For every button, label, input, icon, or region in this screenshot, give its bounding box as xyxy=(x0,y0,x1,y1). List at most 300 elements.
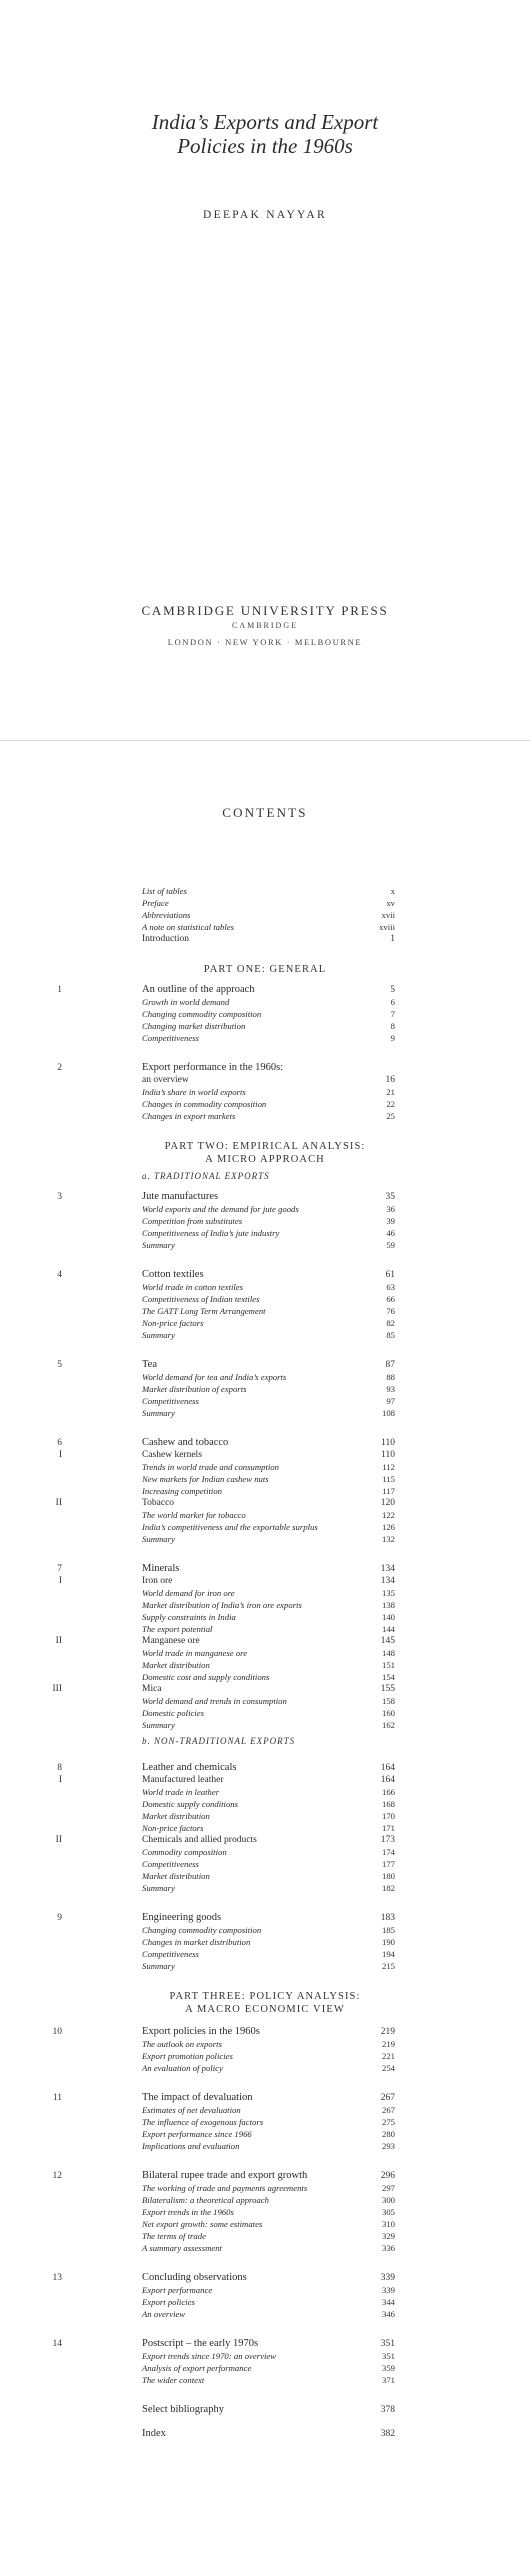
subsection-row xyxy=(0,2218,530,2230)
entry-page: 148 xyxy=(381,1648,395,1658)
part-two-heading-line-2: A MICRO APPROACH xyxy=(205,1154,325,1165)
part-two-heading xyxy=(0,1140,530,1166)
subsection-row xyxy=(0,2284,530,2296)
chapter-row xyxy=(0,1912,530,1924)
entry-page: 359 xyxy=(381,2363,395,2373)
entry-title: Analysis of export performance xyxy=(142,2363,252,2373)
subsection-row xyxy=(0,2038,530,2050)
entry-title: Implications and evaluation xyxy=(142,2141,240,2151)
entry-number: 9 xyxy=(57,1913,62,1923)
entry-page: 138 xyxy=(381,1600,395,1610)
subsection-row xyxy=(0,1329,530,1341)
entry-title: Bilateralism: a theoretical approach xyxy=(142,2195,269,2205)
entry-number: 5 xyxy=(57,1360,62,1370)
entry-page: 215 xyxy=(381,1961,395,1971)
subsection-row xyxy=(0,1611,530,1623)
entry-page: 166 xyxy=(381,1787,395,1797)
subsection-row xyxy=(0,2374,530,2386)
entry-page: 168 xyxy=(381,1799,395,1809)
subsection-row xyxy=(0,996,530,1008)
subsection-row xyxy=(0,2296,530,2308)
entry-page: 8 xyxy=(390,1021,395,1031)
entry-title: Export performance xyxy=(142,2285,213,2295)
subsection-row xyxy=(0,2350,530,2362)
entry-title: The outlook on exports xyxy=(142,2039,222,2049)
entry-title: Changing commodity composition xyxy=(142,1925,262,1935)
entry-title: Cashew and tobacco xyxy=(142,1437,229,1448)
entry-page: 1 xyxy=(390,934,395,944)
entry-page: 190 xyxy=(381,1937,395,1947)
entry-page: 339 xyxy=(380,2273,395,2283)
entry-page: 305 xyxy=(381,2207,395,2217)
front-matter-row xyxy=(0,909,530,921)
chapter-row xyxy=(0,1563,530,1575)
entry-title: Manganese ore xyxy=(142,1636,200,1646)
entry-page: 378 xyxy=(380,2405,395,2415)
entry-title: Summary xyxy=(142,1330,175,1340)
entry-page: 120 xyxy=(380,1498,395,1508)
entry-title: Introduction xyxy=(142,934,189,944)
entry-page: 22 xyxy=(386,1099,395,1109)
chapter-row xyxy=(0,2170,530,2182)
subsection-row xyxy=(0,2230,530,2242)
chapter-row xyxy=(0,984,530,996)
subsection-row xyxy=(0,1822,530,1834)
entry-title: Jute manufactures xyxy=(142,1191,219,1202)
entry-page: 132 xyxy=(381,1534,395,1544)
subsection-row xyxy=(0,1098,530,1110)
spacer xyxy=(0,2320,530,2338)
entry-title: Market distribution xyxy=(142,1871,210,1881)
entry-title: The wider context xyxy=(142,2375,205,2385)
entry-title: Abbreviations xyxy=(142,910,191,920)
entry-title: Domestic supply conditions xyxy=(142,1799,239,1809)
subsection-row xyxy=(0,1647,530,1659)
back-matter-row xyxy=(0,2428,530,2440)
entry-page: 297 xyxy=(381,2183,395,2193)
entry-title: The export potential xyxy=(142,1624,213,1634)
entry-title: Supply constraints in India xyxy=(142,1612,236,1622)
entry-title: India’s competitiveness and the exportable surplus xyxy=(142,1522,318,1532)
front-matter-row xyxy=(0,885,530,897)
chapter-row xyxy=(0,1191,530,1203)
entry-number: 3 xyxy=(57,1192,62,1202)
entry-page: 39 xyxy=(386,1216,395,1226)
subsection-row xyxy=(0,1203,530,1215)
entry-page: 115 xyxy=(382,1474,395,1484)
subsection-row xyxy=(0,1870,530,1882)
entry-page: 155 xyxy=(380,1684,395,1694)
entry-title: World demand for tea and India’s exports xyxy=(142,1372,287,1382)
subsection-row xyxy=(0,1786,530,1798)
entry-title: An outline of the approach xyxy=(142,984,255,995)
entry-title: Competitiveness xyxy=(142,1949,199,1959)
entry-page: 87 xyxy=(385,1360,395,1370)
group-non-traditional-exports-label: b. NON-TRADITIONAL EXPORTS xyxy=(142,1736,296,1746)
entry-title: Export policies xyxy=(142,2297,195,2307)
entry-title: Domestic policies xyxy=(142,1708,205,1718)
book-title xyxy=(0,110,530,158)
entry-number: 2 xyxy=(57,1063,62,1073)
entry-title: Export performance since 1966 xyxy=(142,2129,252,2139)
entry-page: 135 xyxy=(381,1588,395,1598)
chapter-row xyxy=(0,2092,530,2104)
entry-page: 61 xyxy=(385,1270,395,1280)
subsection-row xyxy=(0,1281,530,1293)
book-title-line-1: India’s Exports and Export xyxy=(151,110,379,134)
entry-title: Bilateral rupee trade and export growth xyxy=(142,2170,308,2181)
entry-page: 185 xyxy=(381,1925,395,1935)
subsection-row xyxy=(0,1371,530,1383)
entry-page: 108 xyxy=(381,1408,395,1418)
subsection-row xyxy=(0,1461,530,1473)
front-matter-row xyxy=(0,921,530,933)
part-one-heading-line-1: PART ONE: GENERAL xyxy=(203,964,327,975)
entry-title: Commodity composition xyxy=(142,1847,227,1857)
entry-page: 346 xyxy=(381,2309,395,2319)
entry-number: I xyxy=(58,1775,62,1785)
subsection-row xyxy=(0,1858,530,1870)
chapter-row xyxy=(0,1437,530,1449)
entry-title: Summary xyxy=(142,1720,175,1730)
subsection-row xyxy=(0,1599,530,1611)
entry-page: 97 xyxy=(386,1396,395,1406)
subsection-row xyxy=(0,2242,530,2254)
entry-title: Preface xyxy=(142,898,169,908)
subsection-row xyxy=(0,1227,530,1239)
entry-number: I xyxy=(58,1576,62,1586)
spacer xyxy=(0,1044,530,1062)
subsection-row xyxy=(0,1695,530,1707)
subsection-row xyxy=(0,1509,530,1521)
part-two-heading-line-1: PART TWO: EMPIRICAL ANALYSIS: xyxy=(164,1141,366,1152)
entry-title: Export trends since 1970: an overview xyxy=(142,2351,277,2361)
entry-title: Net export growth: some estimates xyxy=(142,2219,263,2229)
subsection-row xyxy=(0,1032,530,1044)
entry-page: xviii xyxy=(379,922,395,932)
entry-page: 6 xyxy=(390,997,395,1007)
spacer xyxy=(0,1748,530,1762)
subsection-row xyxy=(0,2116,530,2128)
entry-title: Summary xyxy=(142,1534,175,1544)
entry-title: Minerals xyxy=(142,1563,180,1574)
entry-title: Manufactured leather xyxy=(142,1775,224,1785)
entry-page: 180 xyxy=(381,1871,395,1881)
subsection-row xyxy=(0,1485,530,1497)
entry-number: 4 xyxy=(57,1270,62,1280)
entry-page: 25 xyxy=(386,1111,395,1121)
section-row xyxy=(0,1497,530,1509)
entry-title: Leather and chemicals xyxy=(142,1762,237,1773)
entry-page: 63 xyxy=(386,1282,395,1292)
entry-title: Tobacco xyxy=(142,1498,175,1508)
entry-title: The impact of devaluation xyxy=(142,2092,253,2103)
entry-page: 293 xyxy=(381,2141,395,2151)
entry-page: xv xyxy=(386,898,395,908)
subsection-row xyxy=(0,1936,530,1948)
part-three-heading-line-2: A MACRO ECONOMIC VIEW xyxy=(185,2004,345,2015)
publisher-city: CAMBRIDGE xyxy=(231,621,298,630)
entry-page: 344 xyxy=(381,2297,395,2307)
entry-page: 66 xyxy=(386,1294,395,1304)
entry-page: 170 xyxy=(381,1811,395,1821)
subsection-row xyxy=(0,1305,530,1317)
subsection-row xyxy=(0,2194,530,2206)
entry-title: Increasing competition xyxy=(142,1486,223,1496)
entry-page: 36 xyxy=(386,1204,395,1214)
entry-page: 35 xyxy=(385,1192,395,1202)
section-row xyxy=(0,1774,530,1786)
entry-page: 110 xyxy=(381,1438,395,1448)
page-divider xyxy=(0,740,530,741)
entry-page: 7 xyxy=(390,1009,395,1019)
group-traditional-exports xyxy=(0,1170,530,1183)
subsection-row xyxy=(0,2308,530,2320)
chapter-row-continued xyxy=(0,1074,530,1086)
entry-title: Market distribution xyxy=(142,1660,210,1670)
subsection-row xyxy=(0,1383,530,1395)
subsection-row xyxy=(0,1798,530,1810)
entry-number: II xyxy=(55,1636,62,1646)
entry-title: A note on statistical tables xyxy=(142,922,235,932)
chapter-row xyxy=(0,1359,530,1371)
entry-number: 8 xyxy=(57,1763,62,1773)
chapter-row xyxy=(0,2026,530,2038)
entry-page: 171 xyxy=(381,1823,395,1833)
entry-page: 9 xyxy=(390,1033,395,1043)
entry-page: 310 xyxy=(381,2219,395,2229)
subsection-row xyxy=(0,1533,530,1545)
entry-title: Growth in world demand xyxy=(142,997,230,1007)
entry-title: World demand and trends in consumption xyxy=(142,1696,287,1706)
section-row xyxy=(0,1449,530,1461)
subsection-row xyxy=(0,1671,530,1683)
subsection-row xyxy=(0,1960,530,1972)
entry-title: Iron ore xyxy=(142,1576,173,1586)
entry-page: 117 xyxy=(382,1486,395,1496)
entry-title: Competitiveness of India’s jute industry xyxy=(142,1228,280,1238)
entry-title: Changes in export markets xyxy=(142,1111,236,1121)
entry-page: 145 xyxy=(380,1636,395,1646)
entry-title: Changes in market distribution xyxy=(142,1937,251,1947)
entry-page: 336 xyxy=(381,2243,395,2253)
entry-number: II xyxy=(55,1498,62,1508)
entry-page: 112 xyxy=(382,1462,395,1472)
entry-page: 88 xyxy=(386,1372,395,1382)
entry-title: List of tables xyxy=(142,886,187,896)
entry-title: Summary xyxy=(142,1961,175,1971)
entry-title: Summary xyxy=(142,1883,175,1893)
chapter-row xyxy=(0,2272,530,2284)
entry-title: Non-price factors xyxy=(142,1823,204,1833)
entry-page: 219 xyxy=(380,2027,395,2037)
entry-page: 151 xyxy=(381,1660,395,1670)
entry-page: 371 xyxy=(381,2375,395,2385)
entry-page: 296 xyxy=(380,2171,395,2181)
entry-title: Competition from substitutes xyxy=(142,1216,243,1226)
entry-page: 219 xyxy=(381,2039,395,2049)
chapter-row xyxy=(0,1269,530,1281)
spacer xyxy=(0,1419,530,1437)
section-row xyxy=(0,1683,530,1695)
subsection-row xyxy=(0,1293,530,1305)
spacer xyxy=(0,2440,530,2452)
entry-title: Market distribution xyxy=(142,1811,210,1821)
spacer xyxy=(0,1183,530,1191)
entry-page: 173 xyxy=(380,1835,395,1845)
entry-page: 300 xyxy=(381,2195,395,2205)
subsection-row xyxy=(0,2104,530,2116)
entry-title: Market distribution of exports xyxy=(142,1384,247,1394)
entry-page: 122 xyxy=(381,1510,395,1520)
book-author: DEEPAK NAYYAR xyxy=(203,209,327,221)
group-traditional-exports-label: a. TRADITIONAL EXPORTS xyxy=(142,1171,270,1181)
spacer xyxy=(0,2152,530,2170)
spacer xyxy=(0,1545,530,1563)
subsection-row xyxy=(0,1882,530,1894)
entry-page: 254 xyxy=(381,2063,395,2073)
entry-title: Competitiveness xyxy=(142,1859,199,1869)
entry-title: Tea xyxy=(142,1359,158,1370)
entry-page: 194 xyxy=(381,1949,395,1959)
entry-page: 160 xyxy=(381,1708,395,1718)
subsection-row xyxy=(0,1020,530,1032)
entry-page: 5 xyxy=(390,985,395,995)
subsection-row xyxy=(0,1239,530,1251)
entry-title: Chemicals and allied products xyxy=(142,1835,257,1845)
entry-page: 351 xyxy=(380,2339,395,2349)
entry-page: 339 xyxy=(381,2285,395,2295)
entry-page: 21 xyxy=(386,1087,395,1097)
entry-page: 164 xyxy=(380,1775,395,1785)
part-three-heading-line-1: PART THREE: POLICY ANALYSIS: xyxy=(169,1991,361,2002)
entry-page: 329 xyxy=(381,2231,395,2241)
entry-title: Changes in commodity composition xyxy=(142,1099,267,1109)
entry-page: 275 xyxy=(381,2117,395,2127)
entry-title: An evaluation of policy xyxy=(142,2063,223,2073)
subsection-row xyxy=(0,1659,530,1671)
subsection-row xyxy=(0,2062,530,2074)
subsection-row xyxy=(0,2128,530,2140)
subsection-row xyxy=(0,1110,530,1122)
contents-page xyxy=(0,745,530,2560)
table-of-contents xyxy=(0,885,530,2452)
subsection-row xyxy=(0,1587,530,1599)
spacer xyxy=(0,1122,530,1140)
entry-number: 10 xyxy=(52,2027,62,2037)
entry-page: 221 xyxy=(381,2051,395,2061)
subsection-row xyxy=(0,1707,530,1719)
subsection-row xyxy=(0,1810,530,1822)
entry-title: Competitiveness xyxy=(142,1396,199,1406)
entry-page: 162 xyxy=(381,1720,395,1730)
subsection-row xyxy=(0,2050,530,2062)
entry-number: 14 xyxy=(52,2339,62,2349)
entry-title: Non-price factors xyxy=(142,1318,204,1328)
subsection-row xyxy=(0,1407,530,1419)
entry-page: 16 xyxy=(385,1075,395,1085)
entry-title: Changing market distribution xyxy=(142,1021,246,1031)
entry-page: 382 xyxy=(380,2429,395,2439)
entry-title: World trade in leather xyxy=(142,1787,220,1797)
spacer xyxy=(0,2254,530,2272)
entry-page: 46 xyxy=(386,1228,395,1238)
spacer xyxy=(0,2416,530,2428)
book-title-line-2: Policies in the 1960s xyxy=(177,134,353,158)
entry-number: 12 xyxy=(52,2171,62,2181)
entry-title: Cashew kernels xyxy=(142,1450,202,1460)
entry-number: 7 xyxy=(57,1564,62,1574)
subsection-row xyxy=(0,1846,530,1858)
subsection-row xyxy=(0,1215,530,1227)
entry-title: Concluding observations xyxy=(142,2272,247,2283)
entry-page: 59 xyxy=(386,1240,395,1250)
entry-page: 93 xyxy=(386,1384,395,1394)
entry-page: 351 xyxy=(381,2351,395,2361)
entry-page: 110 xyxy=(381,1450,395,1460)
entry-title: Summary xyxy=(142,1408,175,1418)
subsection-row xyxy=(0,2140,530,2152)
spacer xyxy=(0,2016,530,2026)
entry-number: 1 xyxy=(57,985,62,995)
entry-page: 82 xyxy=(386,1318,395,1328)
subsection-row xyxy=(0,1924,530,1936)
entry-title: New markets for Indian cashew nuts xyxy=(142,1474,269,1484)
spacer xyxy=(0,1251,530,1269)
publisher-name: CAMBRIDGE UNIVERSITY PRESS xyxy=(141,603,389,618)
entry-title: an overview xyxy=(142,1075,189,1085)
entry-title: The world market for tobacco xyxy=(142,1510,246,1520)
entry-page: 158 xyxy=(381,1696,395,1706)
entry-page: 267 xyxy=(380,2093,395,2103)
section-row xyxy=(0,1575,530,1587)
entry-title: World demand for iron ore xyxy=(142,1588,235,1598)
spacer xyxy=(0,1894,530,1912)
entry-title: Select bibliography xyxy=(142,2404,224,2415)
subsection-row xyxy=(0,1395,530,1407)
entry-page: 144 xyxy=(381,1624,395,1634)
part-three-heading xyxy=(0,1990,530,2016)
entry-title: Export policies in the 1960s xyxy=(142,2026,260,2037)
entry-title: Engineering goods xyxy=(142,1912,222,1923)
entry-page: 174 xyxy=(381,1847,395,1857)
entry-page: 182 xyxy=(381,1883,395,1893)
entry-page: 134 xyxy=(380,1564,395,1574)
subsection-row xyxy=(0,1623,530,1635)
chapter-row xyxy=(0,2338,530,2350)
entry-page: 267 xyxy=(381,2105,395,2115)
spacer xyxy=(0,1341,530,1359)
entry-title: Competitiveness of Indian textiles xyxy=(142,1294,260,1304)
entry-number: 13 xyxy=(52,2273,62,2283)
subsection-row xyxy=(0,1086,530,1098)
entry-page: 164 xyxy=(380,1763,395,1773)
entry-title: An overview xyxy=(142,2309,186,2319)
spacer xyxy=(0,2386,530,2404)
group-non-traditional-exports xyxy=(0,1735,530,1748)
section-row xyxy=(0,1635,530,1647)
part-one-heading xyxy=(0,963,530,976)
entry-title: Summary xyxy=(142,1240,175,1250)
subsection-row xyxy=(0,1719,530,1731)
subsection-row xyxy=(0,1008,530,1020)
entry-title: Market distribution of India’s iron ore exports xyxy=(142,1600,302,1610)
front-matter-row xyxy=(0,933,530,945)
entry-title: Changing commodity composition xyxy=(142,1009,262,1019)
entry-number: III xyxy=(52,1684,62,1694)
entry-title: The terms of trade xyxy=(142,2231,206,2241)
entry-page: 134 xyxy=(380,1576,395,1586)
